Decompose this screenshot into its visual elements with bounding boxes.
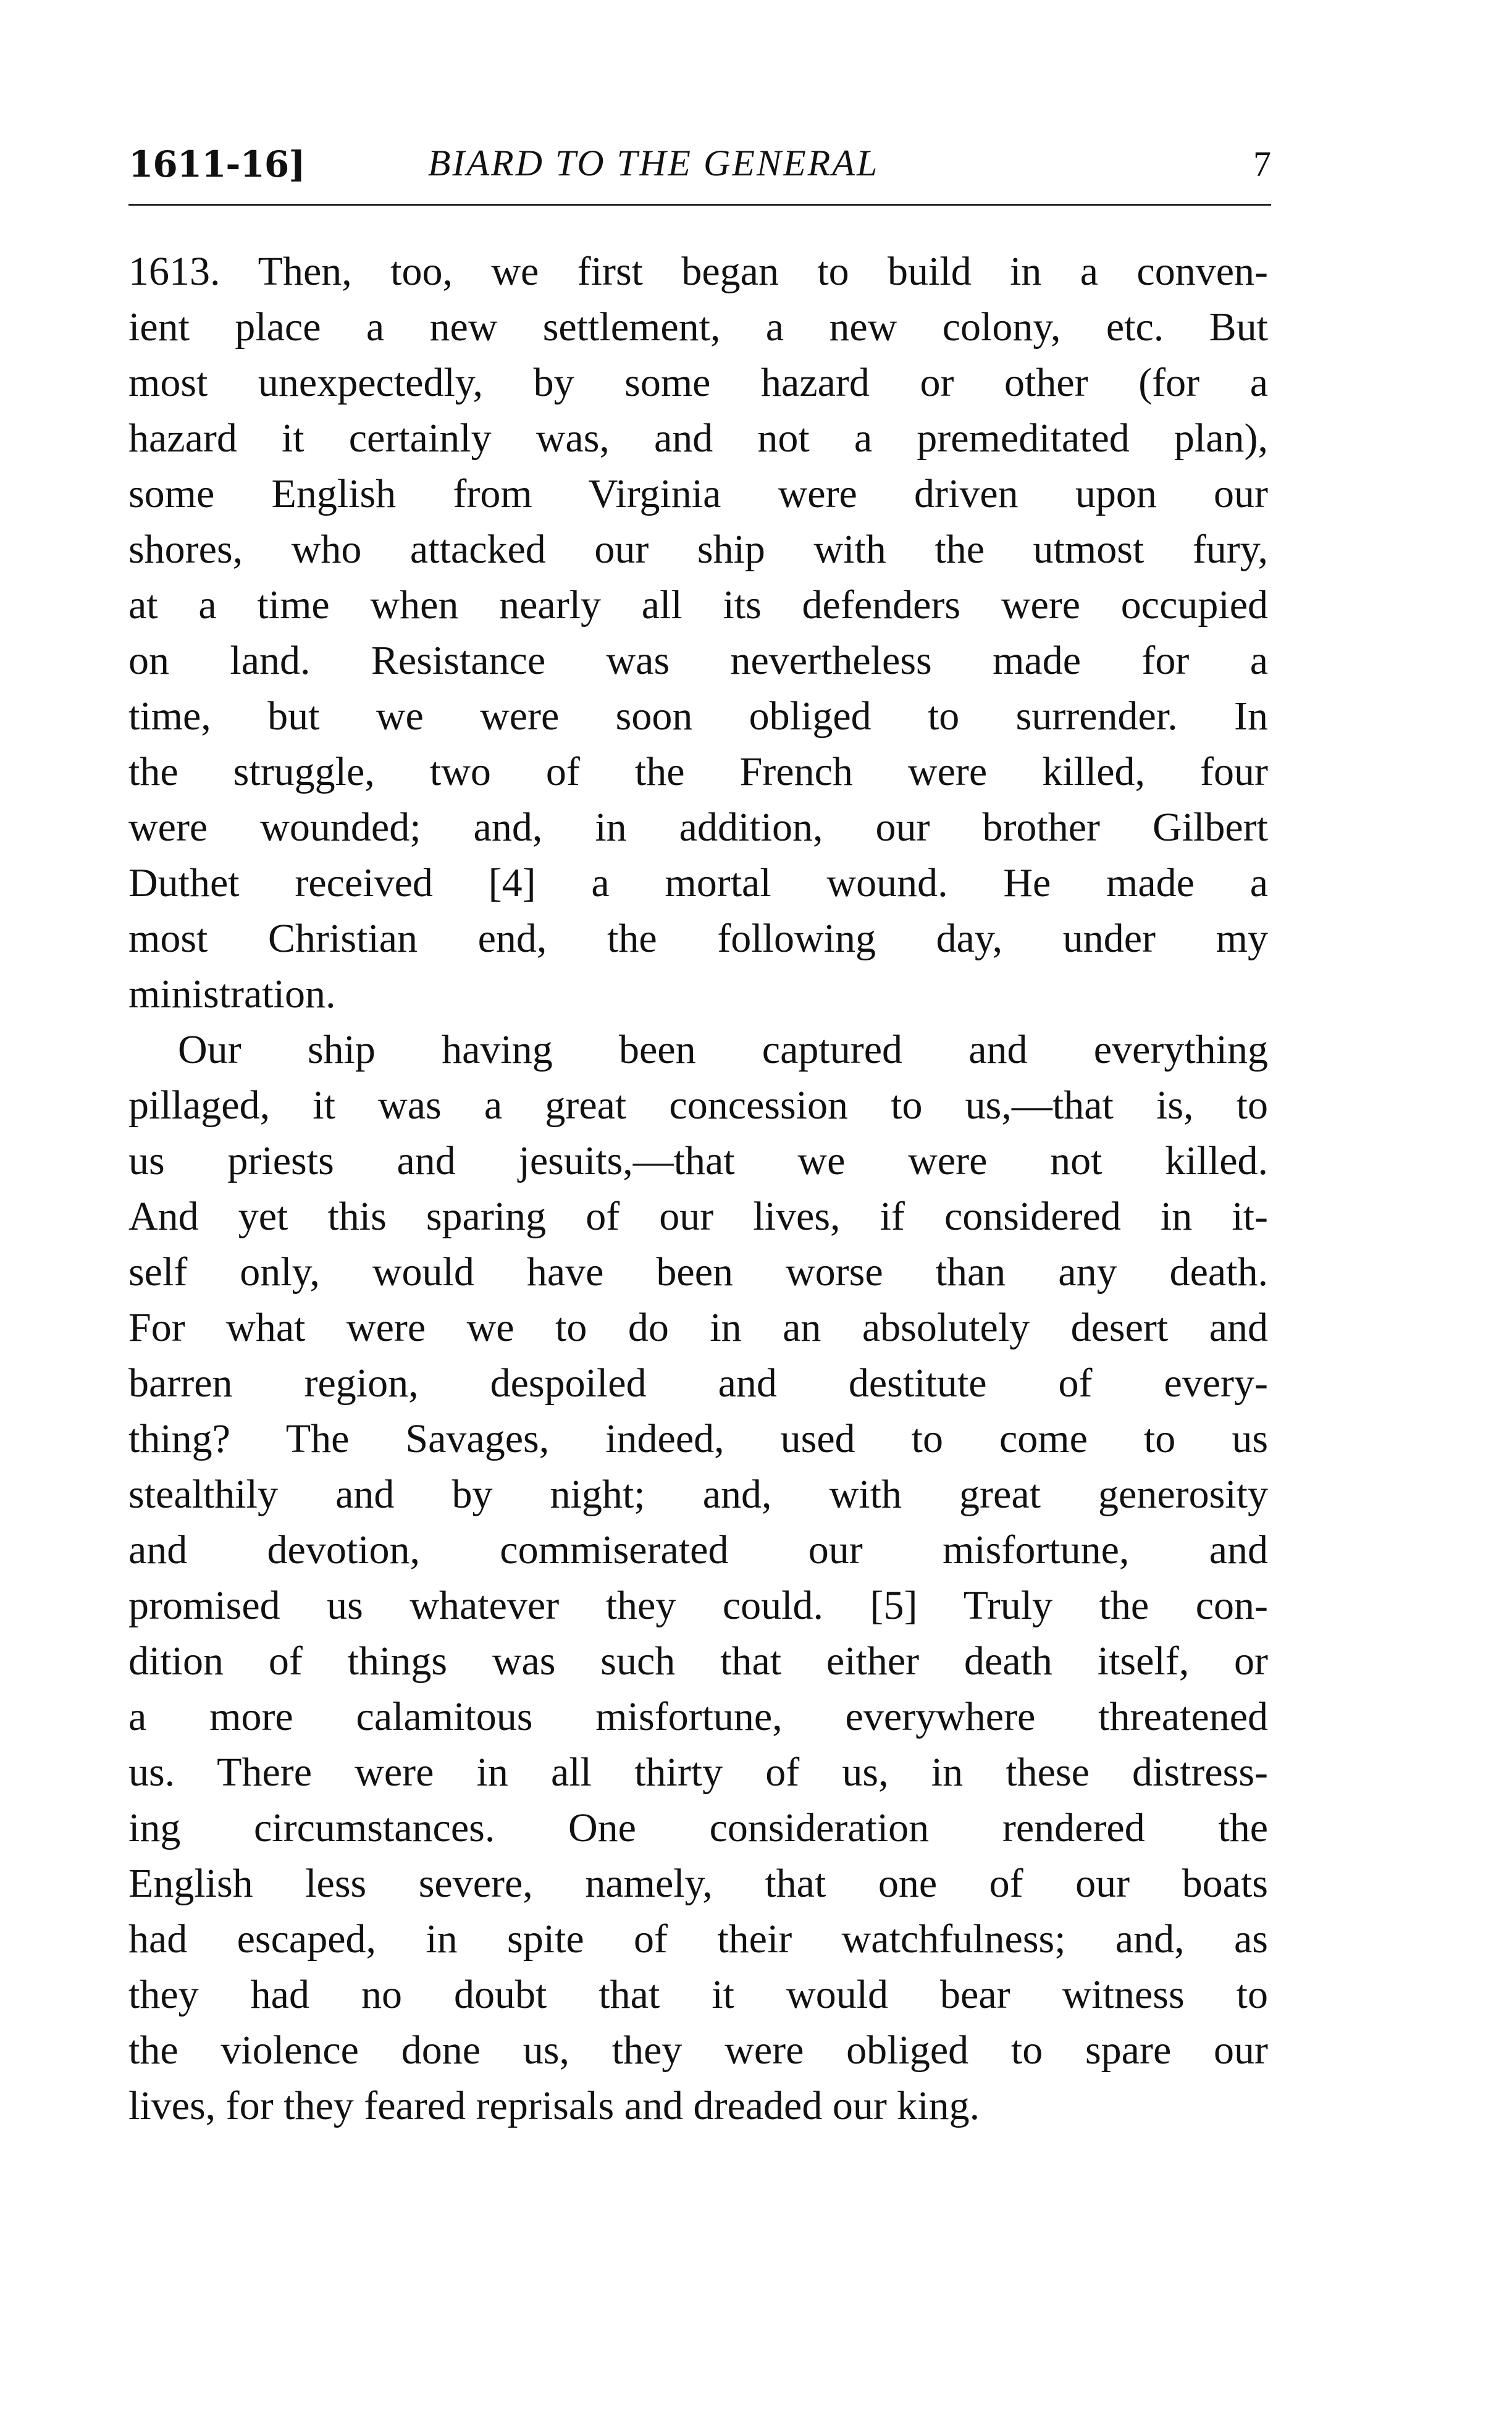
running-header (128, 143, 1271, 193)
page-number: 7 (1253, 144, 1271, 184)
text-line: promised us whatever they could. [5] Truly the con- (128, 1583, 1268, 1628)
text-line: ient place a new settlement, a new colony, etc. But (128, 304, 1268, 350)
text-line: a more calamitous misfortune, everywhere threatened (128, 1694, 1268, 1739)
header-years: 1611-16] (128, 143, 305, 185)
text-line: stealthily and by night; and, with great generosity (128, 1472, 1268, 1517)
text-line: us. There were in all thirty of us, in these distress- (128, 1750, 1268, 1795)
text-line: hazard it certainly was, and not a premeditated plan), (128, 416, 1268, 461)
text-line: at a time when nearly all its defenders were occupied (128, 582, 1268, 628)
text-line: shores, who attacked our ship with the utmost fury, (128, 527, 1268, 572)
text-line: lives, for they feared reprisals and dreaded our king. (128, 2083, 980, 2128)
text-line: time, but we were soon obliged to surrender. In (128, 694, 1268, 739)
text-line: barren region, despoiled and destitute of every- (128, 1361, 1268, 1406)
text-line: For what were we to do in an absolutely desert and (128, 1305, 1268, 1350)
text-line: dition of things was such that either death itself, or (128, 1639, 1268, 1684)
text-line: and devotion, commiserated our misfortune, and (128, 1527, 1268, 1572)
text-line: thing? The Savages, indeed, used to come to us (128, 1416, 1268, 1461)
text-line: Our ship having been captured and everything (178, 1027, 1268, 1072)
text-line: most unexpectedly, by some hazard or other (for a (128, 360, 1268, 405)
text-line: ministration. (128, 972, 336, 1017)
text-line: they had no doubt that it would bear witness to (128, 1972, 1268, 2017)
text-line: on land. Resistance was nevertheless made for a (128, 638, 1268, 683)
text-line: us priests and jesuits,—that we were not killed. (128, 1138, 1268, 1183)
text-line: 1613. Then, too, we first began to build in a conven- (128, 249, 1268, 294)
text-line: ing circumstances. One consideration rendered the (128, 1805, 1268, 1850)
text-line: Duthet received [4] a mortal wound. He made a (128, 860, 1268, 905)
text-line: the violence done us, they were obliged to spare our (128, 2028, 1268, 2073)
header-title: BIARD TO THE GENERAL (427, 143, 880, 183)
text-line: self only, would have been worse than any death. (128, 1249, 1268, 1295)
header-rule (128, 204, 1271, 206)
text-line: And yet this sparing of our lives, if considered in it- (128, 1194, 1268, 1239)
text-line: were wounded; and, in addition, our brother Gilbert (128, 805, 1268, 850)
text-line: some English from Virginia were driven upon our (128, 471, 1268, 516)
text-line: had escaped, in spite of their watchfulness; and, as (128, 1916, 1268, 1962)
text-line: English less severe, namely, that one of our boats (128, 1861, 1268, 1906)
text-line: pillaged, it was a great concession to us,—that is, to (128, 1083, 1268, 1128)
text-line: most Christian end, the following day, under my (128, 916, 1268, 961)
text-line: the struggle, two of the French were killed, four (128, 749, 1268, 794)
body-text (128, 244, 1268, 2134)
